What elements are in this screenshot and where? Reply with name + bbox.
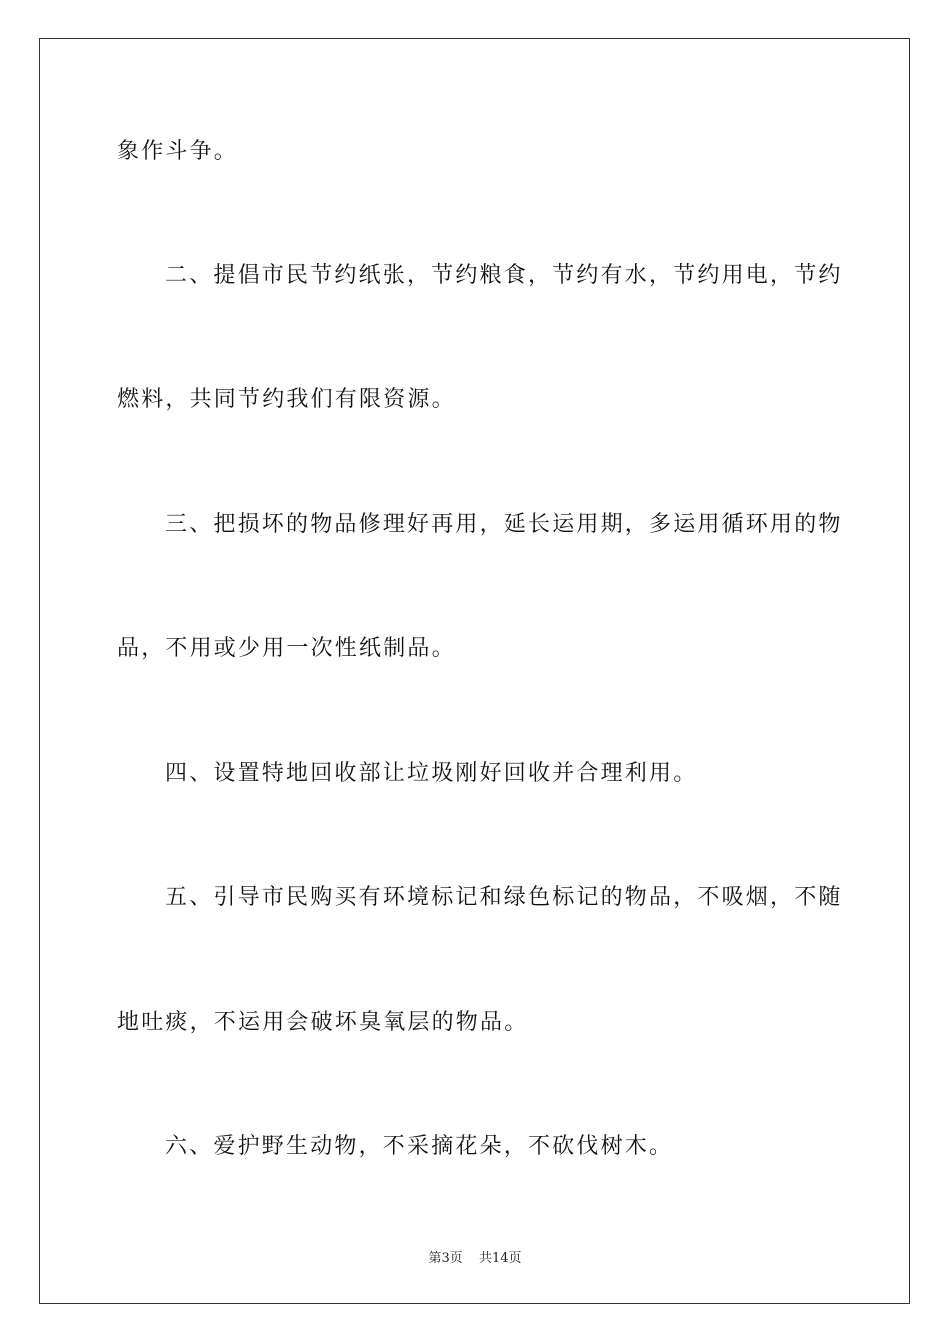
paragraph-line: 地吐痰，不运用会破坏臭氧层的物品。 [117,1010,529,1035]
page-total: 共14页 [478,1251,522,1266]
page-footer [0,1247,950,1266]
paragraph-line: 三、把损坏的物品修理好再用，延长运用期，多运用循环用的物 [165,512,843,537]
paragraph-line: 二、提倡市民节约纸张，节约粮食，节约有水，节约用电，节约 [165,263,843,288]
paragraph-line: 四、设置特地回收部让垃圾刚好回收并合理利用。 [165,761,698,786]
page-number: 第3页 [428,1251,463,1266]
page-border [39,38,910,1304]
paragraph-line: 六、爱护野生动物，不采摘花朵，不砍伐树木。 [165,1134,674,1159]
paragraph-line: 品，不用或少用一次性纸制品。 [117,636,456,661]
paragraph-line: 燃料，共同节约我们有限资源。 [117,387,456,412]
paragraph-line: 象作斗争。 [117,139,239,164]
paragraph-line: 五、引导市民购买有环境标记和绿色标记的物品，不吸烟，不随 [165,885,843,910]
